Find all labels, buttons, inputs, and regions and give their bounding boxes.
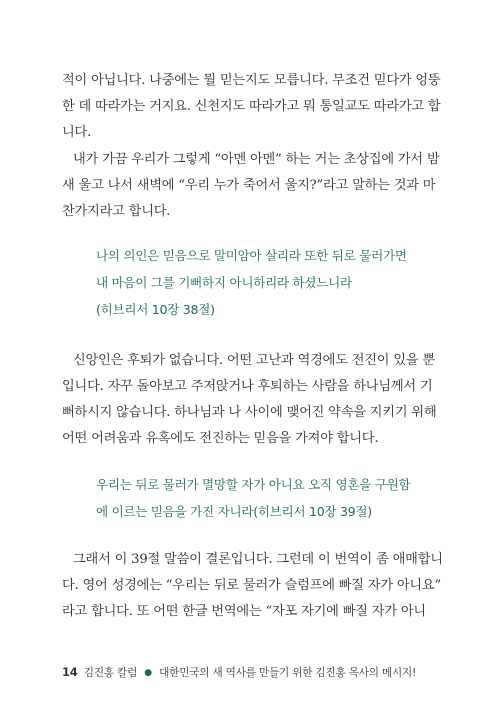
page-footer: [62, 664, 442, 680]
footer-book-title: 대한민국의 새 역사를 만들기 위한 김진홍 목사의 메시지!: [159, 667, 417, 679]
body-text-line: 한 데 따라가는 거지요. 신천지도 따라가고 뭐 통일교도 따라가고 합: [62, 99, 441, 114]
bullet-icon: ●: [144, 668, 152, 678]
scripture-reference: (히브리서 10장 38절): [96, 302, 215, 317]
body-text-line: 입니다. 자꾸 돌아보고 주저앉거나 후퇴하는 사람을 하나님께서 기: [62, 379, 433, 394]
scripture-quote-line: 에 이르는 믿음을 가진 자니라(히브리서 10장 39절): [96, 504, 372, 519]
body-text-line: 라고 합니다. 또 어떤 한글 번역에는 “자포 자기에 빠질 자가 아니: [62, 604, 426, 619]
body-text-line: 내가 가끔 우리가 그렇게 “아멘 아멘” 하는 거는 초상집에 가서 밤: [73, 152, 440, 167]
scripture-quote-line: 우리는 뒤로 물러가 멸망할 자가 아니요 오직 영혼을 구원함: [96, 477, 411, 492]
footer-author: 김진홍 칼럼: [83, 667, 138, 679]
body-text-line: 다. 영어 성경에는 “우리는 뒤로 물러가 슬럼프에 빠질 자가 아니요”: [62, 578, 442, 593]
body-text-line: 신앙인은 후퇴가 없습니다. 어떤 고난과 역경에도 전진이 있을 뿐: [73, 353, 435, 368]
body-text-line: 그래서 이 39절 말씀이 결론입니다. 그런데 이 번역이 좀 애매합니: [73, 552, 443, 567]
body-text-line: 찬가지라고 합니다.: [62, 204, 171, 219]
body-text-line: 니다.: [62, 125, 92, 140]
body-text-line: 새 울고 나서 새벽에 “우리 누가 죽어서 울지?”라고 말하는 것과 마: [62, 178, 436, 193]
page-number: 14: [62, 665, 78, 679]
body-text-line: 적이 아닙니다. 나중에는 뭘 믿는지도 모릅니다. 무조건 믿다가 엉뚱: [62, 73, 441, 88]
body-text-line: 어떤 어려움과 유혹에도 전진하는 믿음을 가져야 합니다.: [62, 431, 379, 446]
scripture-quote-line: 내 마음이 그를 기뻐하지 아니하리라 하셨느니라: [96, 275, 352, 290]
body-text-line: 뻐하시지 않습니다. 하나님과 나 사이에 맺어진 약속을 지키기 위해: [62, 405, 437, 420]
scripture-quote-line: 나의 의인은 믿음으로 말미암아 살리라 또한 뒤로 물러가면: [96, 248, 407, 263]
